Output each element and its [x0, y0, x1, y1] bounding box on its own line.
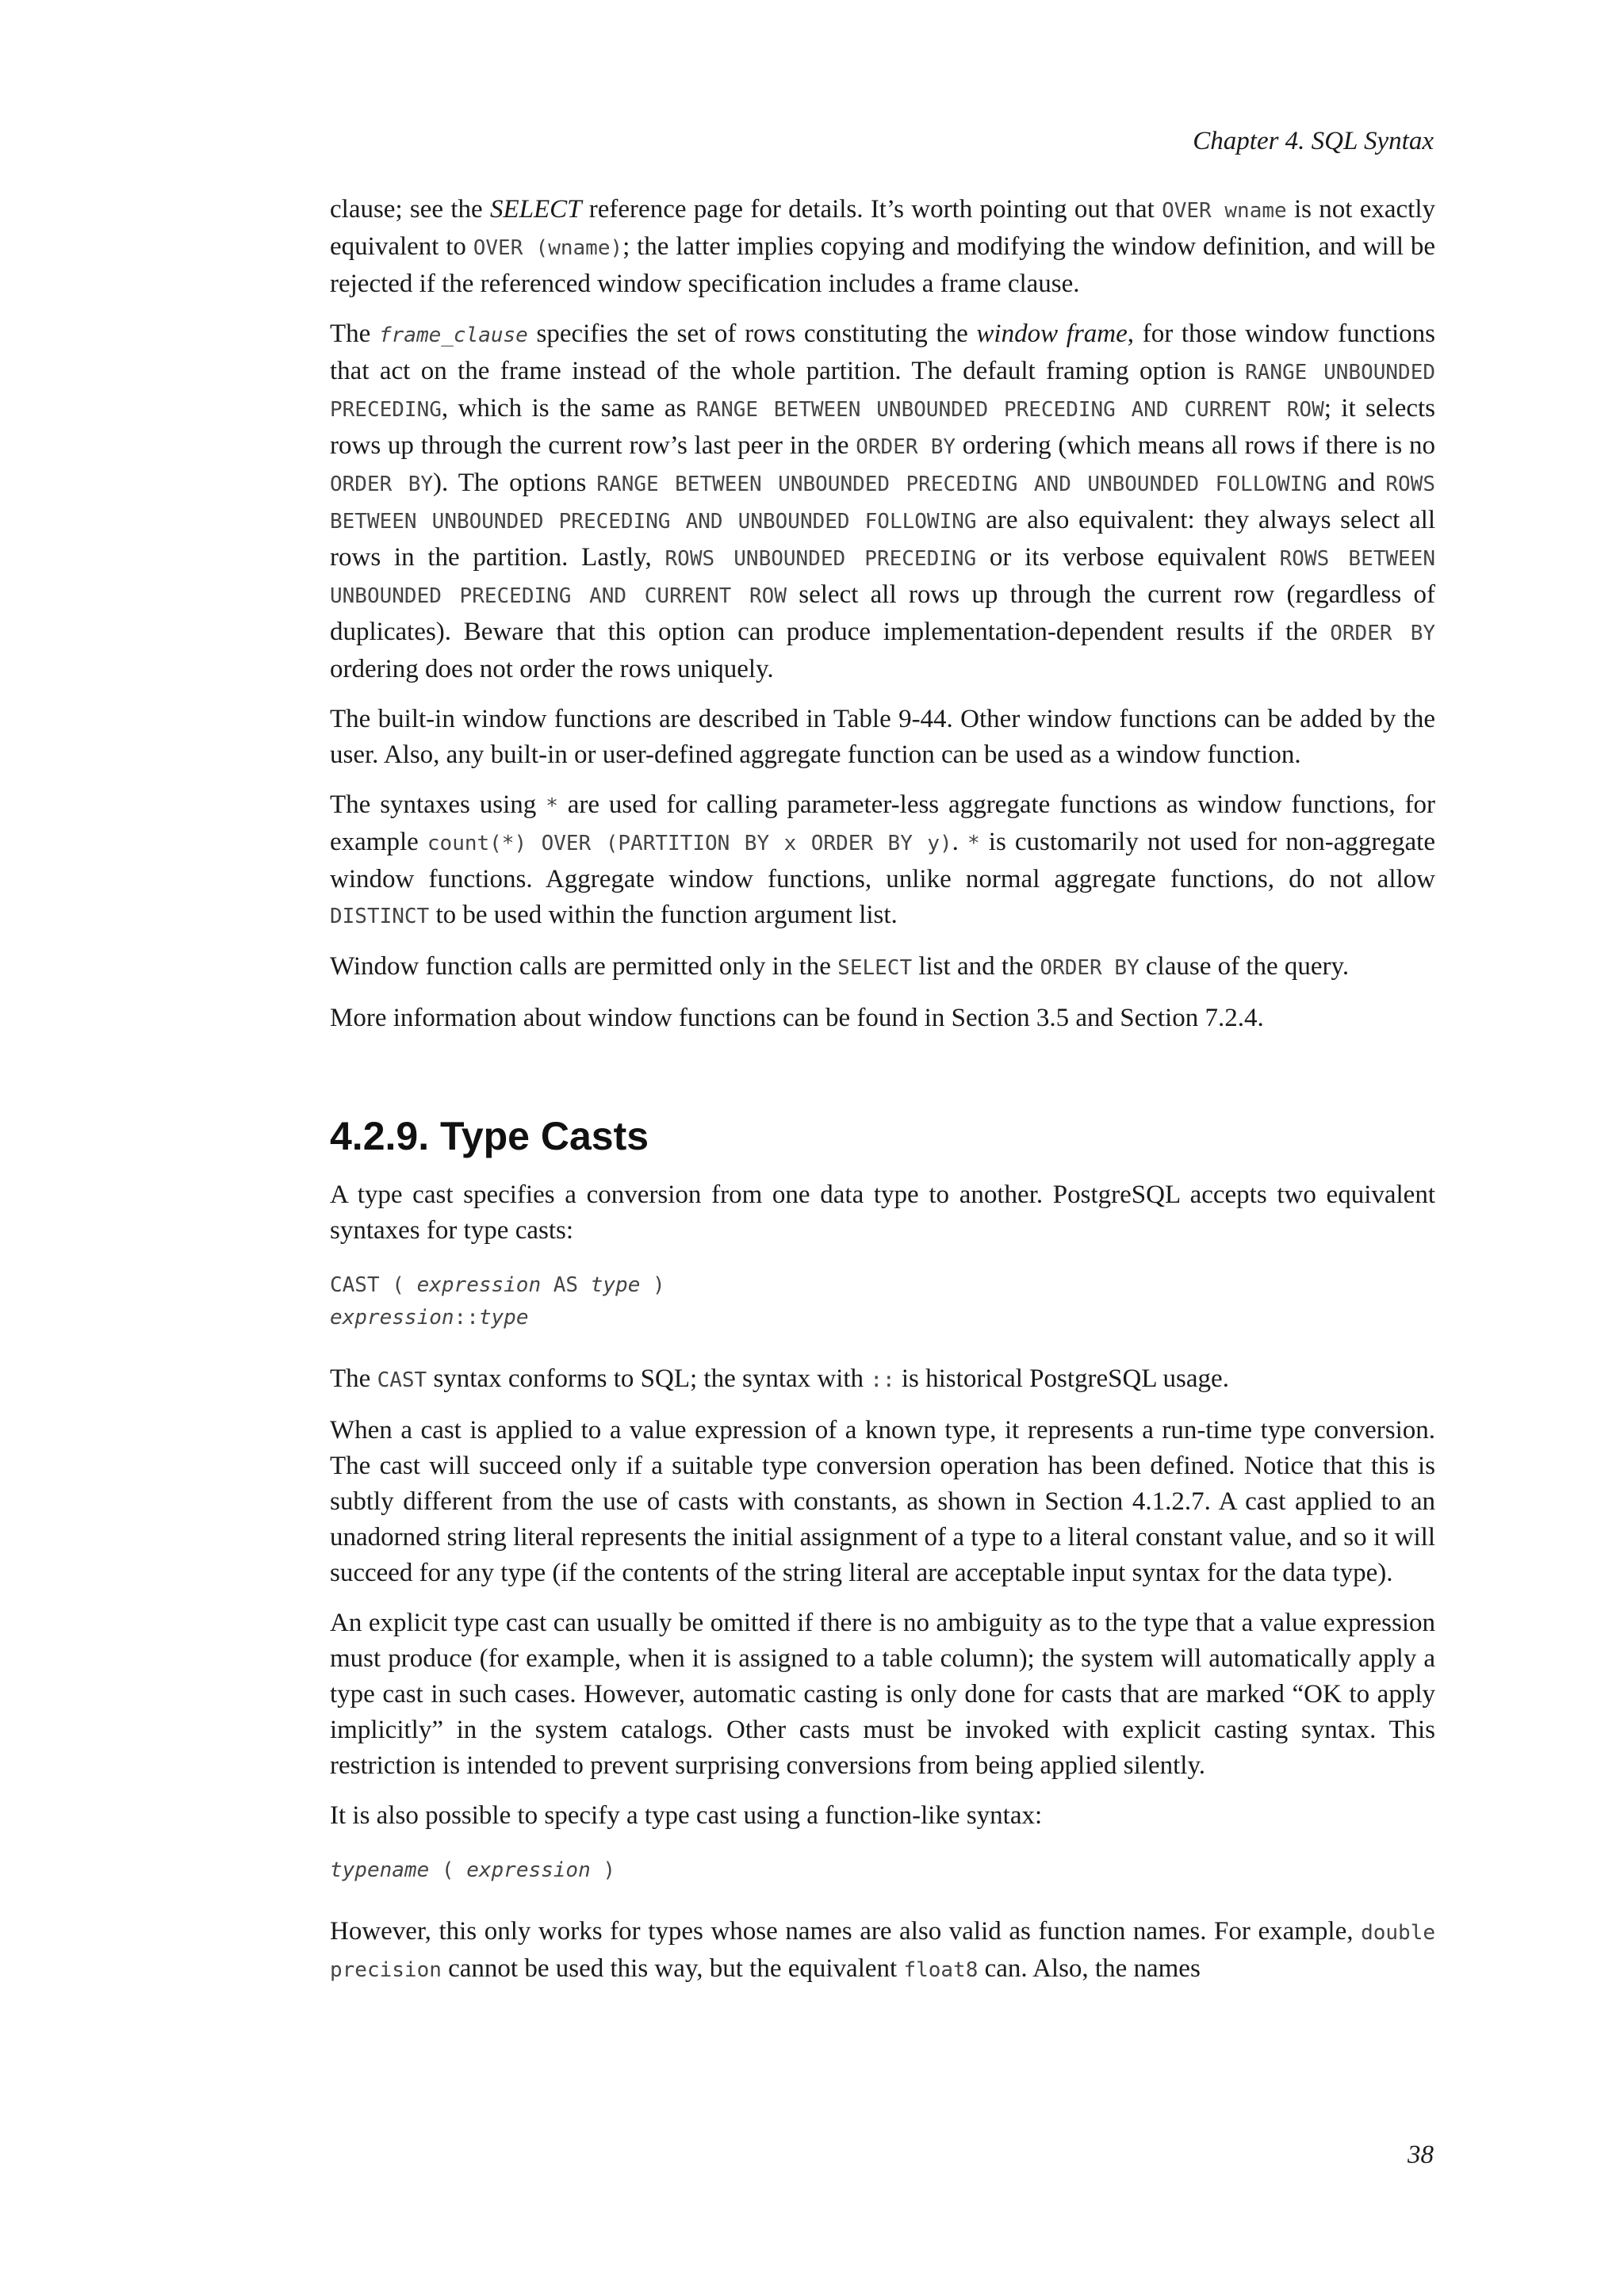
- inline-code: RANGE UNBOUNDED PRECEDING: [330, 361, 1435, 422]
- inline-code: ORDER BY: [330, 473, 434, 496]
- text: syntax conforms to SQL; the syntax with: [427, 1364, 871, 1393]
- text: can. Also, the names: [978, 1954, 1201, 1983]
- text: and: [1327, 469, 1386, 497]
- code-token: ::: [454, 1306, 479, 1330]
- running-header: Chapter 4. SQL Syntax: [1193, 127, 1434, 155]
- text: clause of the query.: [1139, 952, 1350, 981]
- code-token: AS: [541, 1273, 591, 1297]
- code-placeholder: expression: [466, 1858, 591, 1882]
- page-number: 38: [1408, 2141, 1434, 2169]
- inline-code: ORDER BY: [1330, 622, 1435, 645]
- text: list and the: [912, 952, 1040, 981]
- code-token: ): [640, 1273, 665, 1297]
- code-token: (: [429, 1858, 467, 1882]
- emphasis: window frame: [976, 320, 1128, 348]
- inline-code: *: [546, 794, 558, 818]
- inline-code: double precision: [330, 1921, 1435, 1982]
- text: specifies the set of rows constituting the: [527, 320, 977, 348]
- code-token: CAST (: [330, 1273, 417, 1297]
- text: or its verbose equivalent: [976, 543, 1280, 572]
- text: are used for calling parameter-less aggregate functions as window functions, for example: [330, 790, 1435, 856]
- code-placeholder: expression: [416, 1273, 542, 1297]
- text: , for those window functions that act on the frame instead of the whole partition. The default framing option is: [330, 320, 1435, 385]
- inline-code: *: [967, 832, 980, 855]
- section-heading: 4.2.9. Type Casts: [330, 1114, 649, 1158]
- text: The: [330, 1364, 377, 1393]
- code-placeholder: type: [590, 1273, 641, 1297]
- text: Window function calls are permitted only in the: [330, 952, 838, 981]
- inline-code: RANGE BETWEEN UNBOUNDED PRECEDING AND UNBOUNDED FOLLOWING: [596, 473, 1327, 496]
- text: reference page for details. It’s worth pointing out that: [581, 195, 1162, 224]
- text: is not exactly equivalent to: [330, 195, 1435, 261]
- paragraph-function-like-syntax: It is also possible to specify a type cast using a function-like syntax:: [330, 1801, 1043, 1830]
- text: are also equivalent: they always select all rows in the partition. Lastly,: [330, 506, 1435, 572]
- paragraph-permitted-calls: [330, 949, 1435, 986]
- inline-code: ORDER BY: [856, 435, 956, 459]
- page-body: [330, 192, 1435, 2003]
- inline-code: SELECT: [837, 956, 913, 980]
- inline-code: ::: [870, 1368, 895, 1392]
- paragraph-more-info: More information about window functions can be found in Section 3.5 and Section 7.2.4.: [330, 1004, 1264, 1032]
- paragraph-runtime-conversion: When a cast is applied to a value expression of a known type, it represents a run-time type conversion. The cast will succeed only if a suitable type conversion operation has been defined. Notice that this is subtly different from the use of casts with constants, as shown in Section 4.1.2.7. A cast applied to an unadorned string literal represents the initial assignment of a type to a literal constant value, and so it will succeed for any type (if the contents of the string literal are acceptable input syntax for the data type).: [330, 1416, 1435, 1587]
- inline-code: DISTINCT: [330, 905, 430, 928]
- paragraph-frame-clause: [330, 316, 1435, 687]
- inline-code: float8: [903, 1958, 979, 1982]
- text: to be used within the function argument list.: [429, 901, 898, 929]
- inline-code: RANGE BETWEEN UNBOUNDED PRECEDING AND CURRENT ROW: [695, 398, 1324, 422]
- text: ). The options: [433, 469, 597, 497]
- code-placeholder: expression: [330, 1306, 454, 1330]
- inline-code: ROWS BETWEEN UNBOUNDED PRECEDING AND UNBOUNDED FOLLOWING: [330, 473, 1435, 534]
- code-block-function-syntax: [330, 1854, 1435, 1887]
- text: The syntaxes using: [330, 790, 546, 819]
- paragraph-star-syntax: [330, 787, 1435, 935]
- text: is customarily not used for non-aggregate window functions. Aggregate window functions, unlike normal aggregate functions, do not allow: [330, 828, 1435, 894]
- inline-code: OVER wname: [1162, 199, 1287, 223]
- code-placeholder: typename: [330, 1858, 430, 1882]
- text: , which is the same as: [441, 394, 696, 423]
- paragraph-explicit-cast: An explicit type cast can usually be omitted if there is no ambiguity as to the type that a value expression must produce (for example, when it is assigned to a table column); the system will automatically apply a type cast in such cases. However, automatic casting is only done for casts that are marked “OK to apply implicitly” in the system catalogs. Other casts must be invoked with explicit casting syntax. This restriction is intended to prevent surprising conversions from being applied silently.: [330, 1609, 1435, 1780]
- text: clause; see the: [330, 195, 490, 224]
- code-block-cast-syntax: [330, 1269, 1435, 1334]
- paragraph-over-clause: [330, 192, 1435, 302]
- text: ordering does not order the rows uniquely.: [330, 655, 774, 683]
- paragraph-function-names: [330, 1914, 1435, 1988]
- text: However, this only works for types whose names are also valid as function names. For example,: [330, 1917, 1362, 1946]
- text: ; the latter implies copying and modifying the window definition, and will be rejected if the referenced window specification includes a frame clause.: [330, 232, 1436, 298]
- code-placeholder: type: [478, 1306, 529, 1330]
- paragraph-cast-conforms: [330, 1361, 1435, 1399]
- paragraph-builtin-functions: The built-in window functions are described in Table 9-44. Other window functions can be added by the user. Also, any built-in or user-defined aggregate function can be used as a window function.: [330, 705, 1435, 769]
- text: ordering (which means all rows if there is no: [956, 431, 1435, 460]
- text: cannot be used this way, but the equivalent: [441, 1954, 904, 1983]
- inline-code: ROWS BETWEEN UNBOUNDED PRECEDING AND CURRENT ROW: [330, 547, 1435, 608]
- code-token: ): [590, 1858, 616, 1882]
- inline-code: OVER (wname): [473, 236, 623, 260]
- text: .: [952, 828, 968, 856]
- inline-code-italic: frame_clause: [378, 323, 528, 347]
- select-reference-link: SELECT: [489, 195, 582, 224]
- inline-code: count(*) OVER (PARTITION BY x ORDER BY y): [427, 832, 952, 855]
- inline-code: CAST: [377, 1368, 427, 1392]
- inline-code: ORDER BY: [1040, 956, 1139, 980]
- text: The: [330, 320, 379, 348]
- inline-code: ROWS UNBOUNDED PRECEDING: [665, 547, 977, 571]
- text: is historical PostgreSQL usage.: [894, 1364, 1229, 1393]
- text: select all rows up through the current row (regardless of duplicates). Beware that this option can produce implementation-dependent results if the: [330, 580, 1435, 646]
- paragraph-type-cast-intro: A type cast specifies a conversion from one data type to another. PostgreSQL accepts two equivalent syntaxes for type casts:: [330, 1181, 1435, 1245]
- text: ; it selects rows up through the current row’s last peer in the: [330, 394, 1436, 460]
